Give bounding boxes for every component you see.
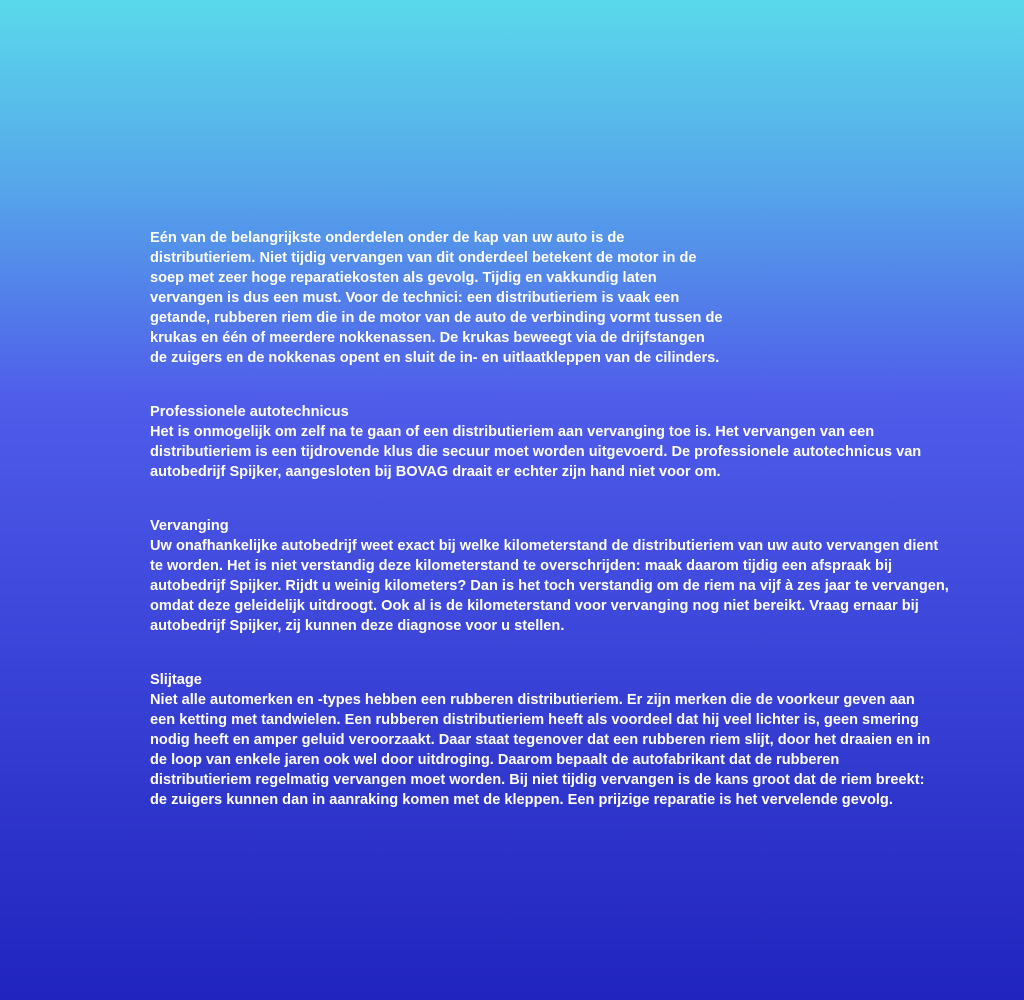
section-body: Uw onafhankelijke autobedrijf weet exact bij welke kilometerstand de distributieriem van uw auto vervangen dient te worden. Het is niet verstandig deze kilometerstand te overschrijden: maak daarom tijdig een afspraak bij autobedrijf Spijker. Rijdt u weinig kilometers? Dan is het toch verstandig om de riem na vijf à zes jaar te vervangen, omdat deze geleidelijk uitdroogt. Ook al is de kilometerstand voor vervanging nog niet bereikt. Vraag ernaar bij autobedrijf Spijker, zij kunnen deze diagnose voor u stellen. — [150, 538, 949, 634]
section-body: Niet alle automerken en -types hebben een rubberen distributieriem. Er zijn merken die de voorkeur geven aan een ketting met tandwielen. Een rubberen distributieriem heeft als voordeel dat hij veel lichter is, geen smering nodig heeft en amper geluid veroorzaakt. Daar staat tegenover dat een rubberen riem slijt, door het draaien en in de loop van enkele jaren ook wel door uitdroging. Daarom bepaalt de autofabrikant dat de rubberen distributieriem regelmatig vervangen moet worden. Bij niet tijdig vervangen is de kans groot dat de riem breekt: de zuigers kunnen dan in aanraking komen met de kleppen. Een prijzige reparatie is het vervelende gevolg. — [150, 692, 931, 808]
section-body: Het is onmogelijk om zelf na te gaan of een distributieriem aan vervanging toe is. Het vervangen van een distributieriem is een tijdrovende klus die secuur moet worden uitgevoerd. De professionele autotechnicus van autobedrijf Spijker, aangesloten bij BOVAG draait er echter zijn hand niet voor om. — [150, 424, 922, 480]
section-slijtage — [150, 670, 970, 810]
section-vervanging — [150, 516, 970, 636]
section-heading: Vervanging — [150, 518, 229, 534]
section-heading: Professionele autotechnicus — [150, 404, 349, 420]
article-content — [150, 228, 970, 810]
section-professionele-autotechnicus — [150, 402, 970, 482]
section-heading: Slijtage — [150, 672, 202, 688]
intro-paragraph: Eén van de belangrijkste onderdelen onder de kap van uw auto is de distributieriem. Niet tijdig vervangen van dit onderdeel betekent de motor in de soep met zeer hoge reparatiekosten als gevolg. Tijdig en vakkundig laten vervangen is dus een must. Voor de technici: een distributieriem is vaak een getande, rubberen riem die in de motor van de auto de verbinding vormt tussen de krukas en één of meerdere nokkenassen. De krukas beweegt via de drijfstangen de zuigers en de nokkenas opent en sluit de in- en uitlaatkleppen van de cilinders. — [150, 230, 723, 366]
